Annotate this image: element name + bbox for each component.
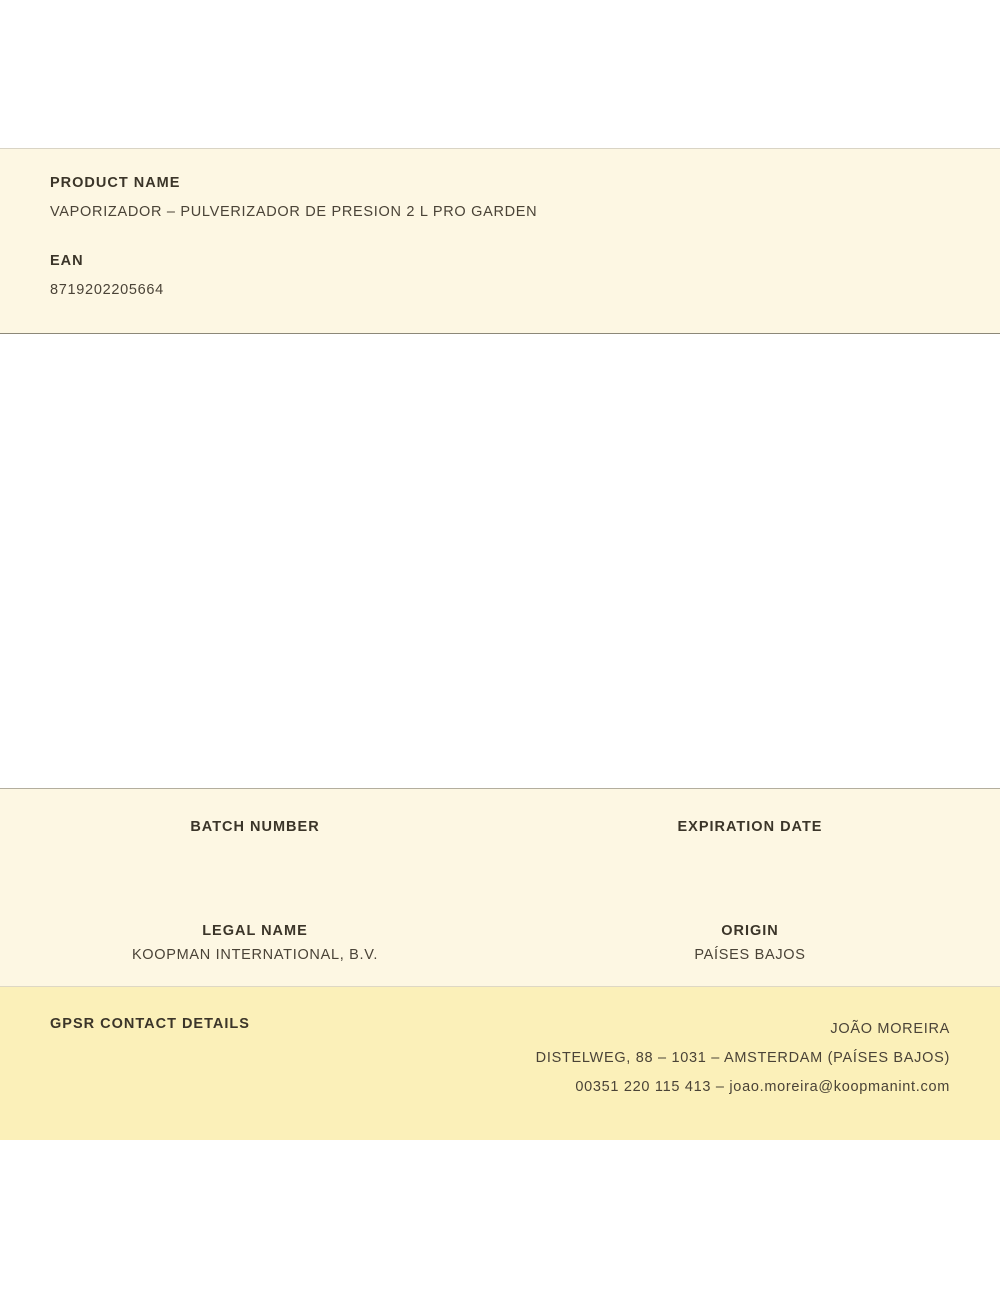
legal-origin-row	[0, 923, 1000, 965]
origin-value: PAÍSES BAJOS	[694, 947, 806, 963]
legal-name-label: LEGAL NAME	[202, 923, 308, 939]
legal-name-column	[0, 923, 500, 965]
gpsr-contact-phone-email: 00351 220 115 413 – joao.moreira@koopmanint.com	[575, 1079, 950, 1095]
legal-name-value: KOOPMAN INTERNATIONAL, B.V.	[131, 947, 379, 963]
expiration-date-value	[520, 843, 980, 861]
origin-label: ORIGIN	[721, 923, 779, 939]
batch-expiration-row	[0, 819, 1000, 861]
batch-number-label: BATCH NUMBER	[190, 819, 320, 835]
batch-legal-section	[0, 789, 1000, 987]
ean-field	[50, 253, 950, 298]
ean-value: 8719202205664	[50, 282, 164, 298]
gpsr-contact-address: DISTELWEG, 88 – 1031 – AMSTERDAM (PAÍSES BAJOS)	[535, 1050, 950, 1066]
expiration-date-label: EXPIRATION DATE	[677, 819, 823, 835]
bottom-spacer	[0, 1140, 1000, 1301]
gpsr-contact-label: GPSR CONTACT DETAILS	[50, 1016, 250, 1032]
batch-number-column	[0, 819, 500, 861]
product-name-field	[50, 175, 950, 220]
gpsr-contact-section	[0, 987, 1000, 1140]
product-name-label: PRODUCT NAME	[50, 175, 181, 191]
blank-content-area	[0, 334, 1000, 789]
product-header-section	[0, 148, 1000, 334]
origin-column	[500, 923, 1000, 965]
top-spacer	[0, 0, 1000, 148]
expiration-date-column	[500, 819, 1000, 861]
batch-number-value	[30, 843, 480, 861]
ean-label: EAN	[50, 253, 84, 269]
gpsr-contact-name: JOÃO MOREIRA	[830, 1021, 950, 1037]
gpsr-contact-details	[536, 1015, 950, 1102]
product-name-value: VAPORIZADOR – PULVERIZADOR DE PRESION 2 L PRO GARDEN	[50, 204, 538, 220]
